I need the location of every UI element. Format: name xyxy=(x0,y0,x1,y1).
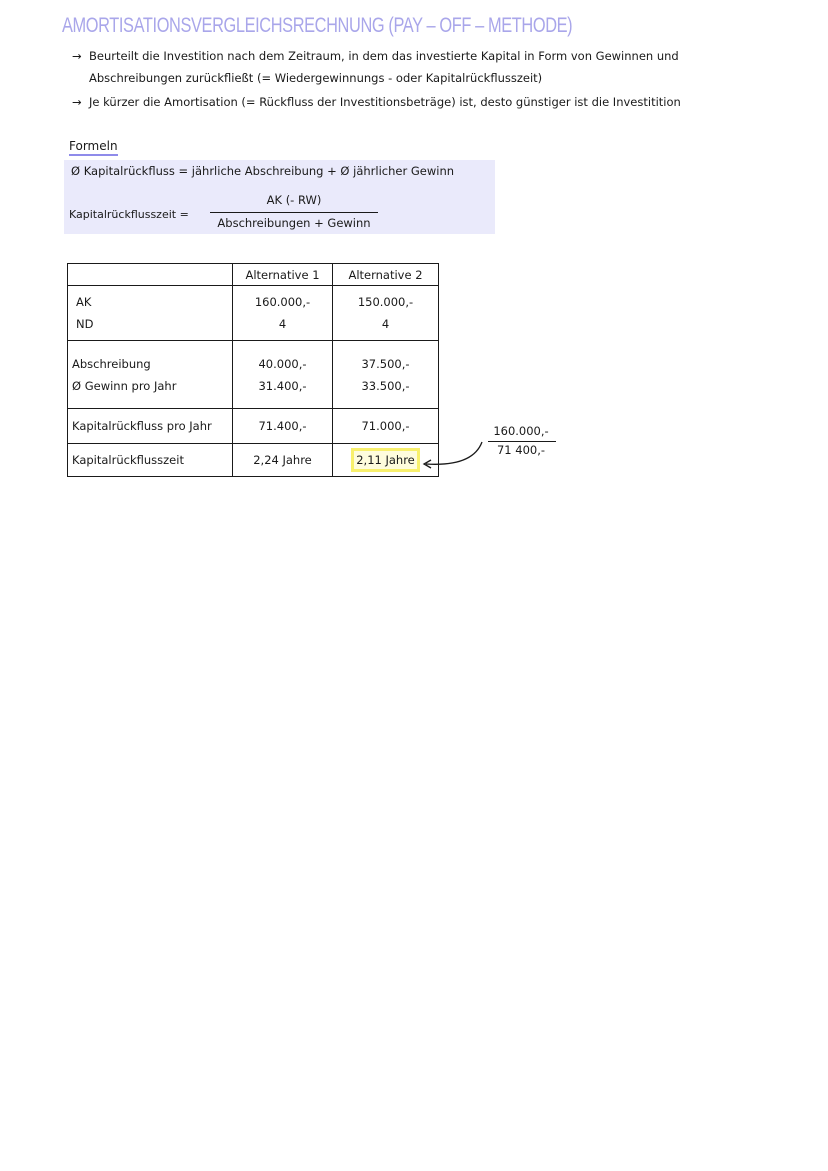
label-avg-profit: Ø Gewinn pro Jahr xyxy=(72,378,177,393)
value-depreciation-alt2: 37.500,- xyxy=(361,356,410,371)
label-depreciation: Abschreibung xyxy=(72,356,151,371)
value-ak-alt1: 160.000,- xyxy=(254,295,311,309)
formula-average-return: Ø Kapitalrückfluss = jährliche Abschreibung + Ø jährlicher Gewinn xyxy=(71,164,455,178)
table-row xyxy=(68,286,439,341)
side-calc-fraction-bar xyxy=(488,441,556,442)
label-ak: AK xyxy=(76,295,92,309)
value-payback-alt2-highlighted: 2,11 Jahre xyxy=(351,448,420,472)
value-depreciation-alt1: 40.000,- xyxy=(258,356,307,371)
value-nd-alt2: 4 xyxy=(381,317,390,331)
table-row xyxy=(68,341,439,409)
table-header-alt2: Alternative 2 xyxy=(333,264,439,286)
value-ak-alt2: 150.000,- xyxy=(357,295,414,309)
table-header-empty xyxy=(68,264,233,286)
formulas-heading: Formeln xyxy=(69,138,118,156)
table-cell xyxy=(333,341,439,409)
table-row xyxy=(68,444,439,477)
table-header-row xyxy=(68,264,439,286)
label-capital-return: Kapitalrückfluss pro Jahr xyxy=(68,409,233,444)
value-profit-alt2: 33.500,- xyxy=(361,378,410,393)
table-row-labels xyxy=(68,286,233,341)
value-capital-return-alt1: 71.400,- xyxy=(233,409,333,444)
table-cell xyxy=(233,341,333,409)
side-calc-denominator: 71 400,- xyxy=(496,443,546,457)
formula-denominator: Abschreibungen + Gewinn xyxy=(217,216,371,230)
bullet-1-line-1: Beurteilt die Investition nach dem Zeitraum, in dem das investierte Kapital in Form von Gewinnen und xyxy=(89,49,679,63)
value-profit-alt1: 31.400,- xyxy=(258,378,307,393)
label-nd: ND xyxy=(76,317,94,331)
bullet-2-line-1: Je kürzer die Amortisation (= Rückfluss der Investitionsbeträge) ist, desto günstiger ist die Investitition xyxy=(89,95,681,109)
formula-payback-label: Kapitalrückflusszeit = xyxy=(69,208,189,221)
formula-numerator: AK (- RW) xyxy=(266,193,322,207)
table-row xyxy=(68,409,439,444)
value-nd-alt1: 4 xyxy=(278,317,287,331)
comparison-table xyxy=(67,263,439,477)
arrow-icon: → xyxy=(72,49,82,63)
label-payback-time: Kapitalrückflusszeit xyxy=(68,444,233,477)
table-header-alt1: Alternative 1 xyxy=(233,264,333,286)
bullet-1-line-2: Abschreibungen zurückfließt (= Wiedergewinnungs - oder Kapitalrückflusszeit) xyxy=(89,71,543,85)
side-calc-numerator: 160.000,- xyxy=(493,424,549,438)
table-row-labels xyxy=(68,341,233,409)
formula-box xyxy=(64,160,495,234)
arrow-icon: → xyxy=(72,95,82,109)
table-cell xyxy=(233,286,333,341)
table-cell xyxy=(333,286,439,341)
fraction-bar xyxy=(210,212,378,213)
value-payback-alt1: 2,24 Jahre xyxy=(233,444,333,477)
page-title: AMORTISATIONSVERGLEICHSRECHNUNG (PAY – OFF – METHODE) xyxy=(62,14,573,37)
curved-arrow-icon xyxy=(418,436,486,472)
value-capital-return-alt2: 71.000,- xyxy=(333,409,439,444)
